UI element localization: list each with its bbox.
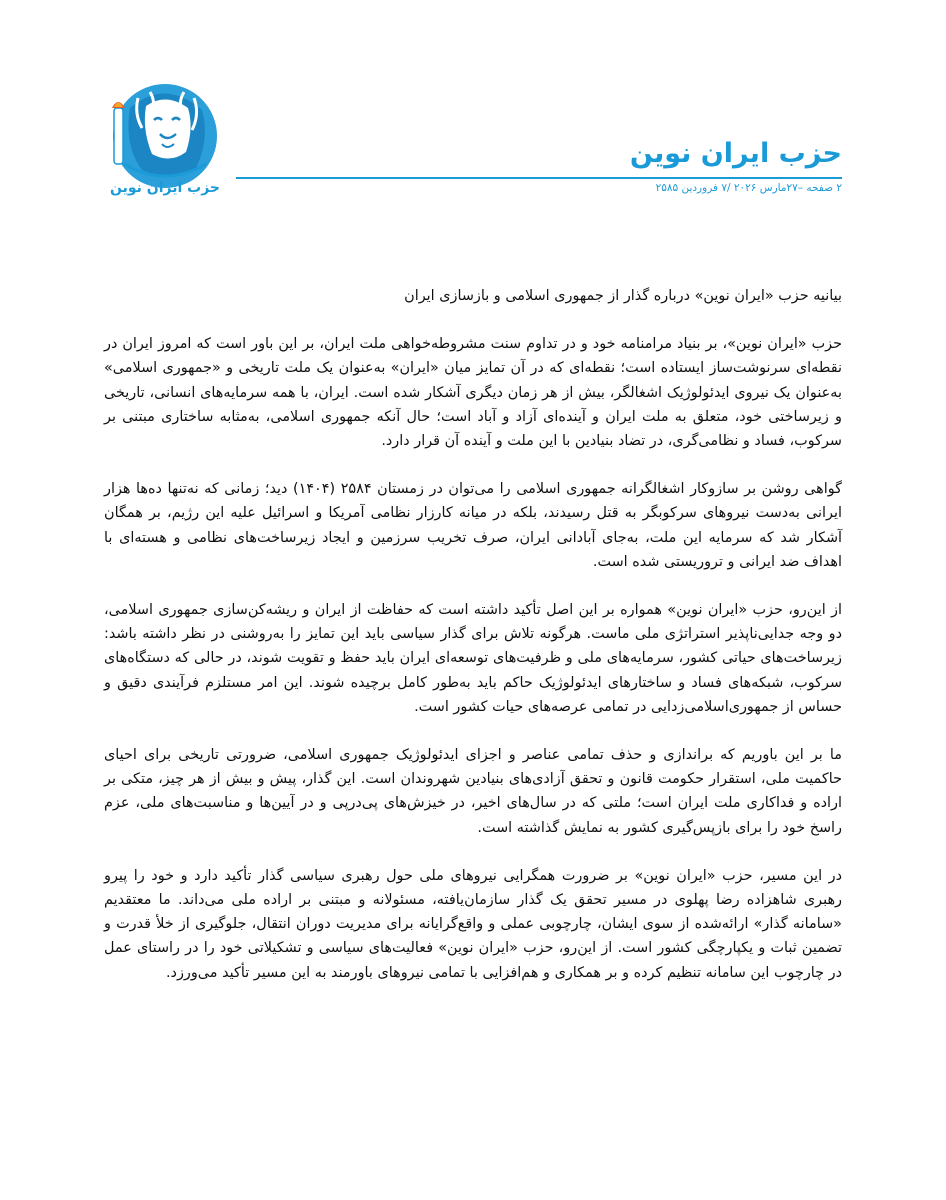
paragraph: در این مسیر، حزب «ایران نوین» بر ضرورت همگرایی نیروهای ملی حول رهبری سیاسی گذار تأکید دارد و خود را پیرو رهبری شاهزاده رضا پهلوی در مسیر تحقق یک گذار سازمان‌یافته، مسئولانه و مبتنی بر اراده ملی می‌داند. ما معتقدیم «سامانه گذار» ارائه‌شده از سوی ایشان، چارچوبی عملی و واقع‌گرایانه برای مدیریت دوران انتقال، جلوگیری از خلأ قدرت و تضمین ثبات و یکپارچگی کشور است. از این‌رو، حزب «ایران نوین» فعالیت‌های سیاسی و تشکیلاتی خود را در راستای عمل در چارچوب این سامانه تنظیم کرده و بر همکاری و هم‌افزایی با تمامی نیروهای باورمند به این مسیر تأکید می‌ورزد. [104, 867, 842, 981]
paragraph: ما بر این باوریم که براندازی و حذف تمامی عناصر و اجزای ایدئولوژیک جمهوری اسلامی، ضرورتی تاریخی برای احیای حاکمیت ملی، استقرار حکومت قانون و تحقق آزادی‌های بنیادین شهروندان است. این گذار، پیش و بیش از هر چیز، متکی بر اراده و فداکاری ملت ایران است؛ ملتی که در سال‌های اخیر، در خیزش‌های پی‌درپی و در آیین‌ها و مناسبت‌های ملی، عزم راسخ خود را برای بازپس‌گیری کشور به نمایش گذاشته است. [104, 747, 842, 836]
statement-title: بیانیه حزب «ایران نوین» درباره گذار از جمهوری اسلامی و بازسازی ایران [404, 288, 842, 304]
header-divider [236, 177, 842, 179]
page-date-line: ۲ صفحه –۲۷مارس ۲۰۲۶ /۷ فروردین ۲۵۸۵ [655, 182, 842, 194]
paragraph: گواهی روشن بر سازوکار اشغالگرانه جمهوری اسلامی را می‌توان در زمستان ۲۵۸۴ (۱۴۰۴) دید؛ زمانی که نه‌تنها ده‌ها هزار ایرانی به‌دست نیروهای سرکوبگر به قتل رسیدند، بلکه در میانه کارزار نظامی آمریکا و اسرائیل علیه این رژیم، بر همگان آشکار شد که سرمایه این ملت، به‌جای آبادانی ایران، صرف تخریب سرزمین و ایجاد زیرساخت‌های نظامی و هسته‌ای با اهداف ضد ایرانی و تروریستی شده است. [104, 481, 842, 570]
statement-body [104, 284, 842, 1009]
paragraph: از این‌رو، حزب «ایران نوین» همواره بر این اصل تأکید داشته است که حفاظت از ایران و ریشه‌کن‌سازی جمهوری اسلامی، دو وجه جدایی‌ناپذیر استراتژی ملی ماست. هرگونه تلاش برای گذار سیاسی باید این تمایز را به‌روشنی در نظر داشته باشد: زیرساخت‌های حیاتی کشور، سرمایه‌های ملی و ظرفیت‌های توسعه‌ای ایران باید حفظ و تقویت شوند، در حالی که دستگاه‌های سرکوب، شبکه‌های فساد و ساختارهای ایدئولوژیک حاکم باید به‌طور کامل برچیده شوند. این امر مستلزم فرآیندی دقیق و حساس از جمهوری‌اسلامی‌زدایی در تمامی عرصه‌های حیات کشور است. [104, 602, 842, 715]
logo-caption: حزب ایران نوین [109, 180, 221, 196]
party-logo [90, 68, 240, 218]
party-name-heading: حزب ایران نوین [629, 138, 842, 169]
paragraph: حزب «ایران نوین»، بر بنیاد مرامنامه خود و در تداوم سنت مشروطه‌خواهی ملت ایران، بر این باور است که امروز ایران در نقطه‌ای سرنوشت‌ساز ایستاده است؛ نقطه‌ای که در آن تمایز میان «ایران» به‌عنوان یک ملت تاریخی و «جمهوری اسلامی» به‌عنوان یک نیروی ایدئولوژیک اشغالگر، بیش از هر زمان دیگری آشکار شده است. ایران، با همه سرمایه‌های انسانی، تاریخی و زیرساختی خود، متعلق به ملت ایران و آینده‌ای آزاد و آباد است؛ حال آنکه جمهوری اسلامی، به‌مثابه ساختاری مبتنی بر سرکوب، فساد و نظامی‌گری، در تضاد بنیادین با این ملت و آینده آن قرار دارد. [104, 336, 842, 450]
